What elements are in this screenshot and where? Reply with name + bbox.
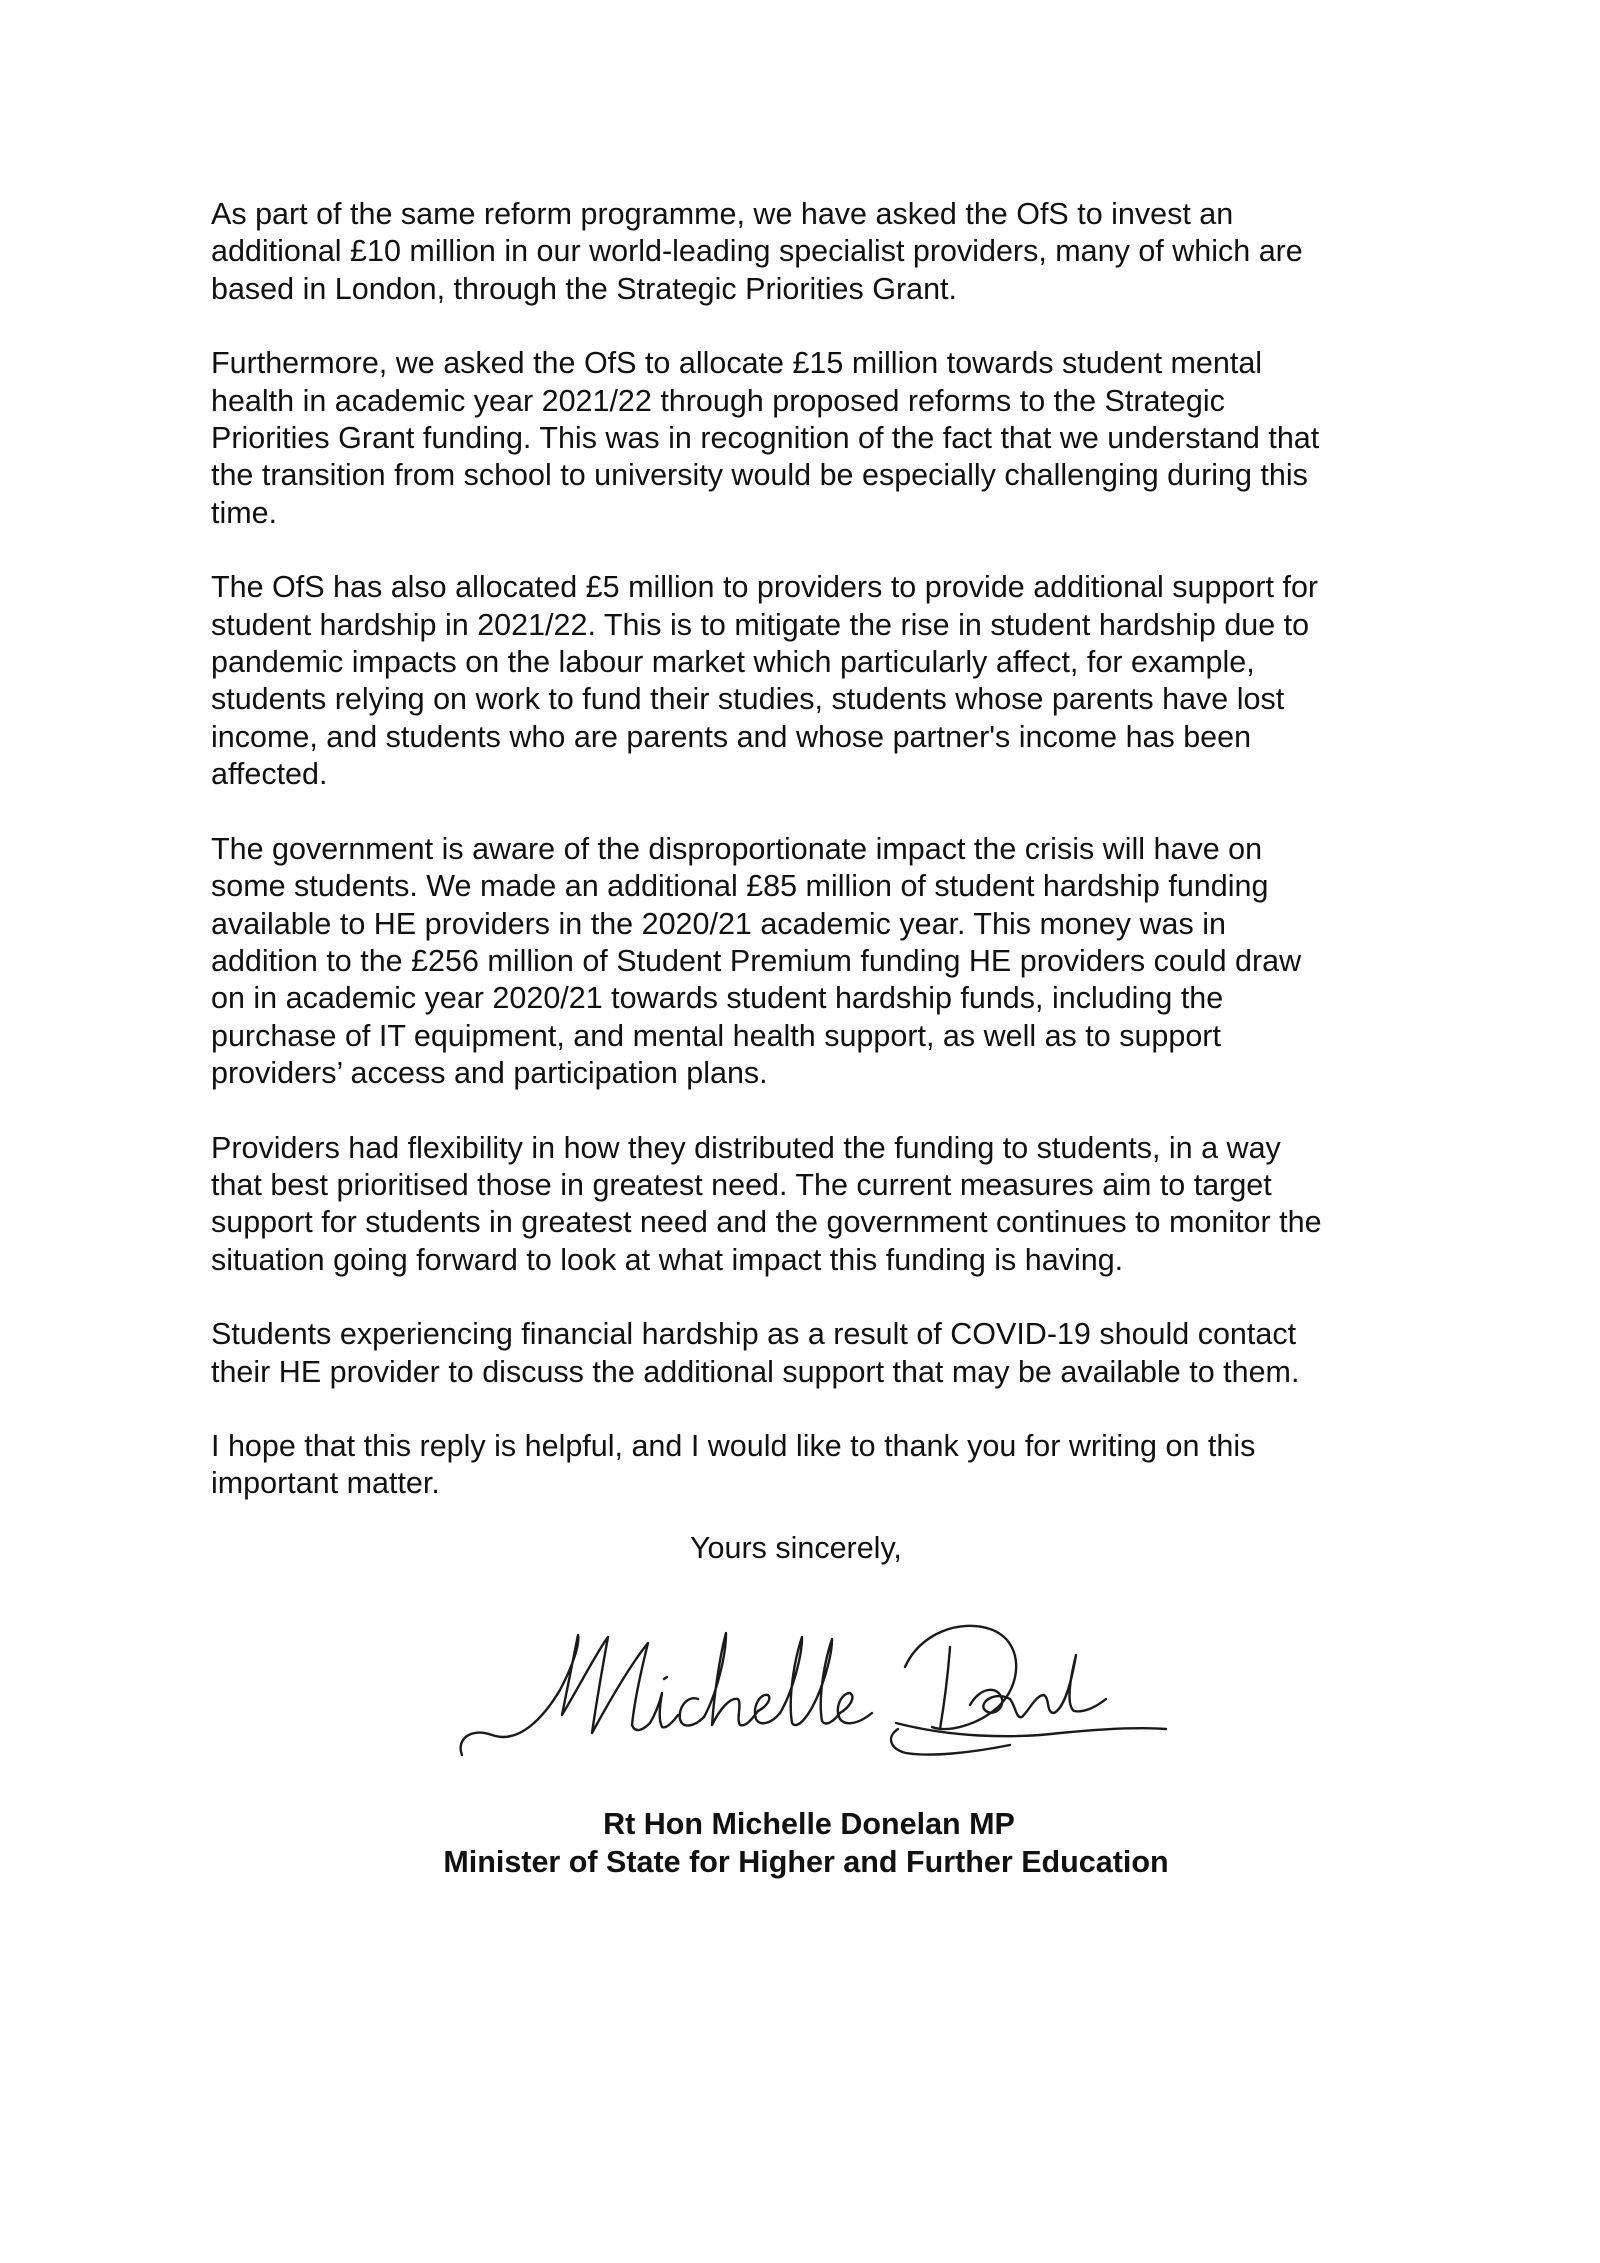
paragraph-student-hardship: The OfS has also allocated £5 million to providers to provide additional support for student hardship in 2021/22. This is to mitigate the rise in student hardship due to pandemic impacts on the labour market which particularly affect, for example, students relying on work to fund their studies, students whose parents have lost income, and students who are parents and whose partner's income has been affected. [211,570,1319,792]
paragraph-government-funding: The government is aware of the disproportionate impact the crisis will have on some students. We made an additional £85 million of student hardship funding available to HE providers in the 2020/21 academic year. This money was in addition to the £256 million of Student Premium funding HE providers could draw on in academic year 2020/21 towards student hardship funds, including the purchase of IT equipment, and mental health support, as well as to support providers’ access and participation plans. [211,831,1302,1091]
closing-salutation: Yours sincerely, [690,1531,902,1565]
signatory-block [0,1805,1600,1881]
paragraph-covid-contact: Students experiencing financial hardship as a result of COVID-19 should contact their HE provider to discuss the additional support that may be available to them. [211,1317,1300,1389]
letter-body [211,196,1411,1540]
signatory-name: Rt Hon Michelle Donelan MP [603,1807,1015,1841]
paragraph-thanks: I hope that this reply is helpful, and I would like to thank you for writing on this important matter. [211,1428,1256,1501]
signatory-title: Minister of State for Higher and Further Education [443,1845,1169,1879]
paragraph-provider-flexibility: Providers had flexibility in how they distributed the funding to students, in a way that best prioritised those in greatest need. The current measures aim to target support for students in greatest need and the government continues to monitor the situation going forward to look at what impact this funding is having. [211,1130,1322,1277]
paragraph-specialist-providers: As part of the same reform programme, we have asked the OfS to invest an additional £10 million in our world-leading specialist providers, many of which are based in London, through the Strategic Priorities Grant. [211,197,1303,306]
handwritten-signature [450,1595,1170,1785]
paragraph-mental-health: Furthermore, we asked the OfS to allocate £15 million towards student mental health in academic year 2021/22 through proposed reforms to the Strategic Priorities Grant funding. This was in recognition of the fact that we understand that the transition from school to university would be especially challenging during this time. [211,346,1320,530]
